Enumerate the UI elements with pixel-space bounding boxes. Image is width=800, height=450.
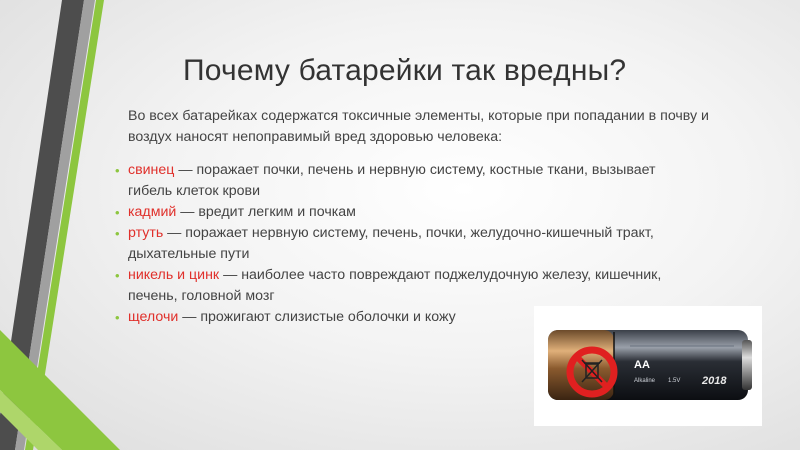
slide-title: Почему батарейки так вредны? bbox=[183, 54, 627, 87]
bullet-dot-icon: • bbox=[115, 268, 120, 283]
battery-type-label: Alkaline bbox=[634, 378, 656, 384]
description-line: — поражает нервную систему, печень, почки, желудочно-кишечный тракт, bbox=[163, 225, 654, 241]
battery-voltage-label: 1.5V bbox=[668, 378, 681, 384]
bullet-dot-icon: • bbox=[115, 310, 120, 325]
battery-photo bbox=[534, 306, 762, 426]
description-line: дыхательные пути bbox=[128, 246, 250, 262]
intro-text bbox=[128, 106, 768, 148]
description-line: — наиболее часто повреждают поджелудочную железу, кишечник, bbox=[219, 267, 662, 283]
description-line: гибель клеток крови bbox=[128, 183, 260, 199]
term-mercury: ртуть bbox=[128, 225, 164, 241]
term-alkali: щелочи bbox=[128, 309, 179, 325]
description-line: — прожигают слизистые оболочки и кожу bbox=[178, 309, 456, 325]
list-item-lead bbox=[115, 160, 768, 202]
bullet-dot-icon: • bbox=[115, 226, 120, 241]
bullet-dot-icon: • bbox=[115, 163, 120, 178]
battery-year-label: 2018 bbox=[702, 375, 727, 387]
description-line: — поражает почки, печень и нервную систему, костные ткани, вызывает bbox=[174, 162, 656, 178]
battery-terminal bbox=[742, 340, 752, 390]
list-item-mercury bbox=[115, 223, 768, 265]
term-lead: свинец bbox=[128, 162, 175, 178]
list-item-cadmium bbox=[115, 202, 768, 223]
intro-line: воздух наносят непоправимый вред здоровью человека: bbox=[128, 129, 503, 145]
list-item-nickel-zinc bbox=[115, 265, 768, 307]
toxic-elements-list bbox=[115, 160, 768, 328]
term-cadmium: кадмий bbox=[128, 204, 177, 220]
term-nickel-zinc: никель и цинк bbox=[128, 267, 220, 283]
bullet-dot-icon: • bbox=[115, 205, 120, 220]
description-line: — вредит легким и почкам bbox=[176, 204, 356, 220]
description-line: печень, головной мозг bbox=[128, 288, 275, 304]
intro-line: Во всех батарейках содержатся токсичные элементы, которые при попадании в почву и bbox=[128, 108, 709, 124]
battery-size-label: AA bbox=[634, 359, 650, 371]
